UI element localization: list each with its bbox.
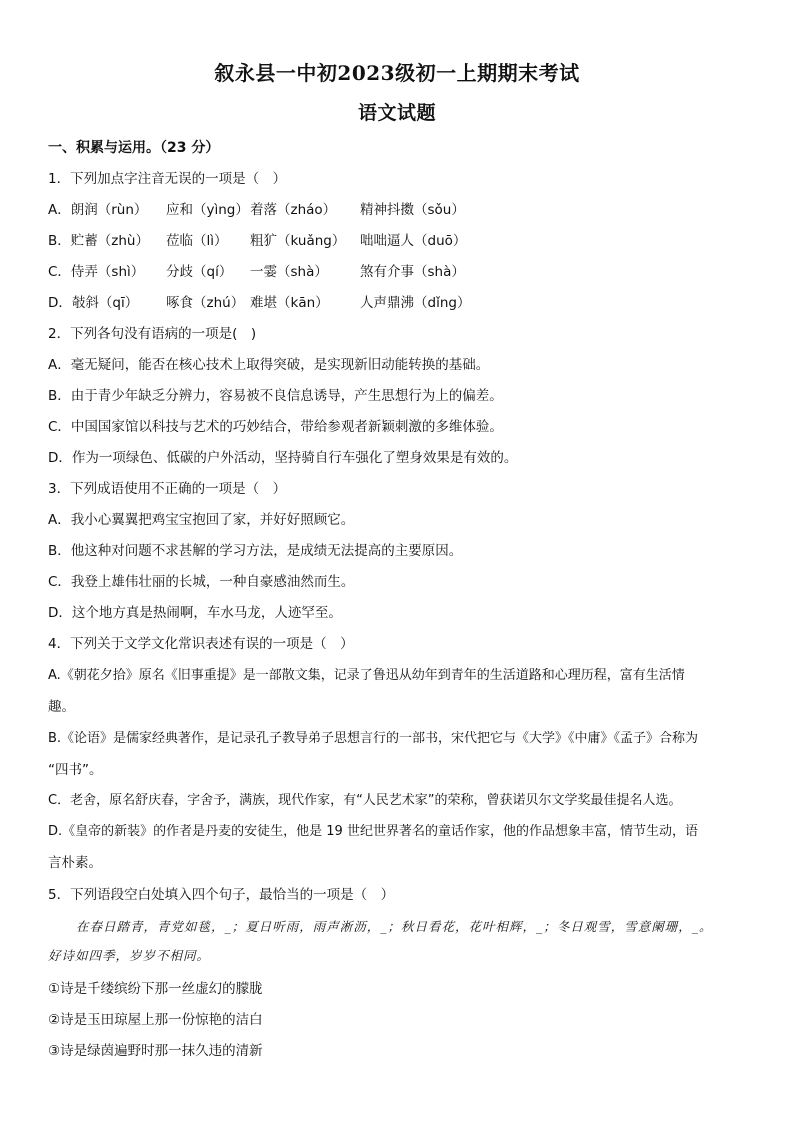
q3-stem: 3．下列成语使用不正确的一项是（ ） bbox=[48, 481, 287, 497]
q1-b-4: 咄咄逼人（duō） bbox=[360, 233, 467, 249]
q5-passage-line2: 好诗如四季，岁岁不相同。 bbox=[48, 948, 211, 963]
q1-c-3: 一霎（shà） bbox=[250, 264, 328, 280]
q1-a-1: A．朗润（rùn） bbox=[48, 202, 148, 218]
q1-option-a bbox=[48, 200, 748, 220]
q1-d-4: 人声鼎沸（dǐng） bbox=[360, 295, 471, 311]
q4-option-a-line2: 趣。 bbox=[48, 699, 75, 715]
q1-option-b bbox=[48, 231, 748, 251]
q5-option-3: ③诗是绿茵遍野时那一抹久违的清新 bbox=[48, 1043, 263, 1059]
q4-option-b-line2: “四书”。 bbox=[48, 762, 103, 778]
q4-option-b-line1: B.《论语》是儒家经典著作，是记录孔子教导弟子思想言行的一部书，宋代把它与《大学》《中庸》《孟子》合称为 bbox=[48, 731, 699, 746]
section-heading: 一、积累与运用。（23 分） bbox=[48, 140, 220, 156]
q1-b-1: B．贮蓄（zhù） bbox=[48, 233, 149, 249]
q2-option-c: C．中国国家馆以科技与艺术的巧妙结合，带给参观者新颖刺激的多维体验。 bbox=[48, 419, 503, 435]
q1-a-2: 应和（yìng） bbox=[166, 202, 249, 218]
q3-option-d: D．这个地方真是热闹啊，车水马龙，人迹罕至。 bbox=[48, 605, 342, 621]
q1-d-3: 难堪（kān） bbox=[250, 295, 329, 311]
q3-option-b: B．他这种对问题不求甚解的学习方法，是成绩无法提高的主要原因。 bbox=[48, 543, 463, 559]
q4-stem: 4．下列关于文学文化常识表述有误的一项是（ ） bbox=[48, 636, 354, 652]
q1-c-2: 分歧（qí） bbox=[166, 264, 233, 280]
q4-option-c: C．老舍，原名舒庆春，字舍予，满族，现代作家，有“人民艺术家”的荣称，曾获诺贝尔文学奖最佳提名人选。 bbox=[48, 793, 682, 808]
q1-option-c bbox=[48, 262, 748, 282]
q3-option-a: A．我小心翼翼把鸡宝宝抱回了家，并好好照顾它。 bbox=[48, 512, 355, 528]
exam-title: 叙永县一中初2023级初一上期期末考试 bbox=[214, 61, 580, 85]
q1-stem: 1．下列加点字注音无误的一项是（ ） bbox=[48, 171, 287, 187]
q1-option-d bbox=[48, 293, 748, 313]
q1-a-4: 精神抖擞（sǒu） bbox=[360, 202, 465, 218]
q2-option-a: A．毫无疑问，能否在核心技术上取得突破，是实现新旧动能转换的基础。 bbox=[48, 357, 490, 373]
q2-stem: 2．下列各句没有语病的一项是( ) bbox=[48, 326, 257, 342]
exam-subtitle: 语文试题 bbox=[357, 102, 436, 124]
q4-option-d-line1: D.《皇帝的新装》的作者是丹麦的安徒生，他是 19 世纪世界著名的童话作家，他的作品想象丰富，情节生动，语 bbox=[48, 824, 698, 839]
q1-d-1: D．攲斜（qī） bbox=[48, 295, 139, 311]
q2-option-b: B．由于青少年缺乏分辨力，容易被不良信息诱导，产生思想行为上的偏差。 bbox=[48, 388, 503, 404]
q1-c-1: C．侍弄（shì） bbox=[48, 264, 145, 280]
q4-option-d-line2: 言朴素。 bbox=[48, 855, 102, 871]
q3-option-c: C．我登上雄伟壮丽的长城，一种自豪感油然而生。 bbox=[48, 574, 355, 590]
q5-option-1: ①诗是千缕缤纷下那一丝虚幻的朦胧 bbox=[48, 981, 263, 997]
q4-option-a-line1: A.《朝花夕拾》原名《旧事重提》是一部散文集，记录了鲁迅从幼年到青年的生活道路和心理历程，富有生活情 bbox=[48, 668, 685, 683]
q5-option-2: ②诗是玉田琼屋上那一份惊艳的洁白 bbox=[48, 1012, 263, 1028]
q5-passage-line1: 在春日踏青，青党如毯，_；夏日听雨，雨声淅沥，_；秋日看花，花叶相辉，_；冬日观雪，雪意阑珊，_。 bbox=[76, 919, 713, 934]
q1-c-4: 煞有介事（shà） bbox=[360, 264, 465, 280]
q1-b-3: 粗犷（kuǎng） bbox=[250, 233, 346, 249]
q1-d-2: 啄食（zhú） bbox=[166, 295, 245, 311]
q1-b-2: 莅临（lì） bbox=[166, 233, 228, 249]
q1-a-3: 着落（zháo） bbox=[250, 202, 337, 218]
q5-stem: 5．下列语段空白处填入四个句子，最恰当的一项是（ ） bbox=[48, 887, 395, 903]
q2-option-d: D．作为一项绿色、低碳的户外活动，坚持骑自行车强化了塑身效果是有效的。 bbox=[48, 450, 518, 466]
